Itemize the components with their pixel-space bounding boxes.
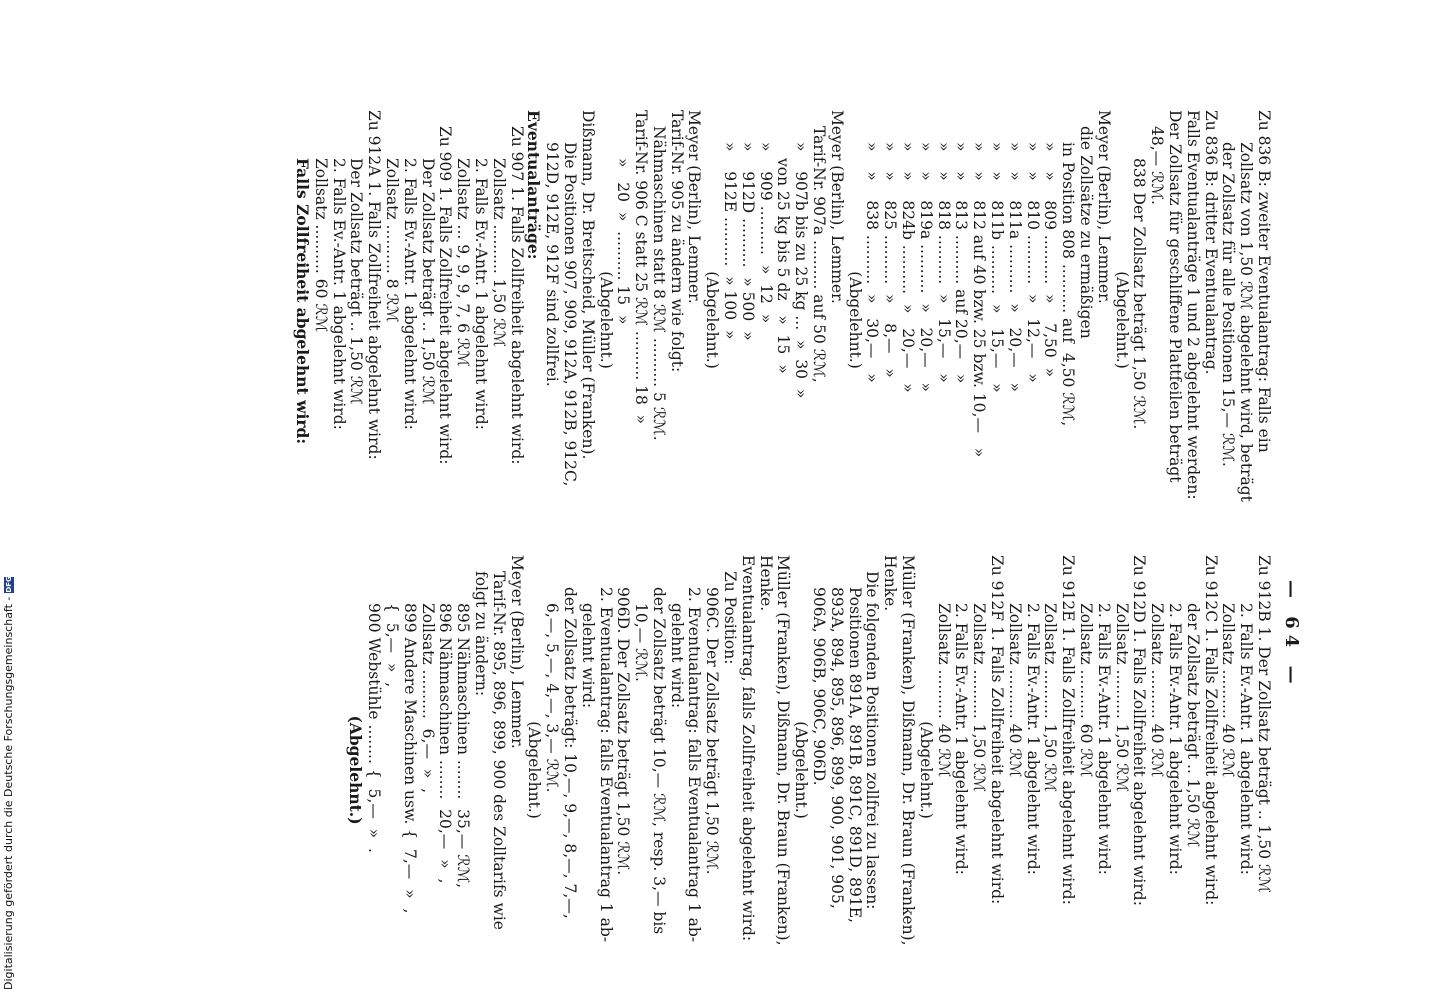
text-line: Meyer (Berlin), Lemmer.	[685, 110, 704, 304]
text-line: 2. Falls Ev.-Antr. 1 abgelehnt wird:	[471, 158, 490, 430]
page-number: — 64 —	[1281, 580, 1302, 690]
text-line: { 5,— » ,	[382, 603, 401, 688]
text-line: » 20 » .......... 15 »	[614, 158, 633, 325]
text-line: (Abgelehnt.)	[596, 271, 615, 369]
dfg-logo-icon: DFG	[4, 576, 13, 593]
text-line: Zollsatz .......... 40 ℛℳ	[1005, 603, 1024, 778]
text-line: Zu 836 B: dritter Eventualantrag.	[1201, 110, 1220, 375]
text-line: » » 824b .......... » 20,— »	[899, 142, 918, 393]
text-line: 2. Eventualantrag: falls Eventualantrag 1 ab-	[596, 587, 615, 943]
text-line: (Abgelehnt.)	[916, 721, 935, 819]
text-line: Dißmann, Dr. Breitscheid, Müller (Franken).	[578, 110, 597, 460]
text-line: » » 810 .......... » 12,— »	[1023, 142, 1042, 383]
text-line: Zollsatz .......... 1,50 ℛℳ	[1112, 603, 1131, 793]
text-line: Tarif-Nr. 907a .......... auf 50 ℛℳ,	[810, 126, 829, 383]
text-line: 10,— ℛℳ.	[632, 603, 651, 682]
text-line: Henke.	[756, 555, 775, 612]
right-column	[347, 555, 1272, 985]
text-line: Der Zollsatz beträgt .. 1,50 ℛℳ	[418, 158, 437, 405]
text-line: Zollsatz .......... 40 ℛℳ	[1219, 603, 1238, 778]
text-line: Zollsatz .......... 1,50 ℛℳ	[970, 603, 989, 793]
text-line: 2. Falls Ev.-Antr. 1 abgelehnt wird:	[400, 158, 419, 430]
text-line: » » 811b .......... » 15,— »	[988, 142, 1007, 393]
text-line: (Abgelehnt.)	[845, 271, 864, 369]
text-line: 2. Eventualantrag: falls Eventualantrag 1 ab-	[685, 587, 704, 943]
text-line: die Zollsätze zu ermäßigen	[1077, 126, 1096, 339]
text-line: Zu 907 1. Falls Zollfreiheit abgelehnt wird:	[507, 126, 526, 465]
text-line: gelehnt wird:	[578, 603, 597, 709]
text-line: (Abgelehnt.)	[346, 715, 366, 825]
text-line: Zollsatz .......... 1,50 ℛℳ	[489, 158, 508, 348]
text-line: » 912E .......... » 100 »	[721, 142, 740, 340]
text-line: 2. Falls Ev.-Antr. 1 abgelehnt wird:	[329, 158, 348, 430]
text-line: folgt zu ändern:	[471, 571, 490, 697]
text-line: Zu 912D 1. Falls Zollfreiheit abgelehnt wird:	[1130, 555, 1149, 906]
text-line: Henke.	[881, 555, 900, 612]
text-line: (Abgelehnt.)	[525, 721, 544, 819]
left-column	[293, 110, 1272, 530]
text-line: Meyer (Berlin), Lemmer.	[507, 555, 526, 749]
text-line: 912D, 912E, 912F sind zollfrei.	[543, 142, 562, 387]
text-line: 2. Falls Ev.-Antr. 1 abgelehnt wird:	[1023, 603, 1042, 875]
text-line: 896 Nähmaschinen ........ 20,— » ,	[436, 603, 455, 884]
text-line: 2. Falls Ev.-Antr. 1 abgelehnt wird:	[1237, 603, 1256, 875]
text-line: der Zollsatz beträgt .. 1,50 ℛℳ	[1183, 603, 1202, 848]
text-line: » » 812 auf 40 bzw. 25 bzw. 10,— »	[970, 142, 989, 458]
text-line: der Zollsatz für alle Positionen 15,— ℛℳ.	[1219, 142, 1238, 467]
text-line: der Zollsatz beträgt: 10,—, 9,—, 8,—, 7,—,	[560, 587, 579, 919]
text-line: Zollsatz .......... 8 ℛℳ	[382, 158, 401, 323]
text-line: » » 811a .......... » 20,— »	[1005, 142, 1024, 392]
text-line: 2. Falls Ev.-Antr. 1 abgelehnt wird:	[1166, 603, 1185, 875]
text-line: Zu 912B 1. Der Zollsatz beträgt .. 1,50 ℛℳ	[1255, 555, 1273, 893]
text-line: » » 838 .......... » 30,— »	[863, 142, 882, 383]
text-line: » » 813 .......... auf 20,— »	[952, 142, 971, 384]
text-line: Die folgenden Positionen zollfrei zu lassen:	[863, 571, 882, 910]
text-line: Falls Eventualanträge 1 und 2 abgelehnt werden:	[1183, 110, 1202, 500]
text-line: Zu 912F 1. Falls Zollfreiheit abgelehnt wird:	[988, 555, 1007, 905]
text-line: 895 Nähmaschinen ........ 35,— ℛℳ,	[454, 603, 473, 889]
text-line: » » 819a .......... » 20,— »	[916, 142, 935, 392]
text-line: der Zollsatz beträgt 10,— ℛℳ, resp. 3,— bis	[649, 587, 668, 935]
text-line: Zollsatz .......... 60 ℛℳ	[1077, 603, 1096, 778]
text-line: in Position 808 .......... auf 4,50 ℛℳ,	[1059, 142, 1078, 427]
text-line: 906D. Der Zollsatz beträgt 1,50 ℛℳ.	[614, 587, 633, 876]
text-line: Zu 912E 1. Falls Zollfreiheit abgelehnt wird:	[1059, 555, 1078, 905]
text-line: Eventualanträge:	[524, 110, 544, 260]
text-line: 899 Andere Maschinen usw. { 7,— » ,	[400, 603, 419, 914]
text-line: Der Zollsatz für geschliffene Plattfeilen beträgt	[1166, 110, 1185, 483]
text-line: Zu 909 1. Falls Zollfreiheit abgelehnt wird:	[436, 126, 455, 465]
text-line: 900 Webstühle ........ { 5,— » .	[365, 603, 384, 853]
text-line: 906A, 906B, 906C, 906D.	[810, 587, 829, 786]
text-line: Nähmaschinen statt 8 ℛℳ .......... 5 ℛℳ.	[649, 126, 668, 441]
text-line: 893A, 894, 895, 896, 899, 900, 901, 905,	[827, 587, 846, 909]
text-line: Zu Position:	[721, 571, 740, 665]
text-line: von 25 kg bis 5 dz » 15 »	[774, 158, 793, 374]
text-line: » » 818 .......... » 15,— »	[934, 142, 953, 383]
text-line: Tarif-Nr. 905 zu ändern wie folgt:	[667, 110, 686, 373]
text-line: Zu 912C 1. Falls Zollfreiheit abgelehnt wird:	[1201, 555, 1220, 906]
text-line: Zu 912A 1. Falls Zollfreiheit abgelehnt wird:	[365, 110, 384, 460]
text-line: Der Zollsatz beträgt .. 1,50 ℛℳ	[347, 158, 366, 405]
text-line: Positionen 891A, 891B, 891C, 891D, 891E,	[845, 587, 864, 923]
text-line: Meyer (Berlin), Lemmer.	[1094, 110, 1113, 304]
text-line: » » 825 .......... » 8,— »	[881, 142, 900, 378]
text-line: Zollsatz .......... 1,50 ℛℳ	[1041, 603, 1060, 793]
text-line: Zollsatz .......... 40 ℛℳ	[934, 603, 953, 778]
text-line: Zollsatz .......... 40 ℛℳ	[1148, 603, 1167, 778]
text-line: 48,— ℛℳ.	[1148, 126, 1167, 205]
text-line: (Abgelehnt.)	[792, 721, 811, 819]
text-line: 906C. Der Zollsatz beträgt 1,50 ℛℳ.	[703, 587, 722, 875]
footer-text: Digitalisierung gefördert durch die Deutsche Forschungsgemeinschaft -	[2, 596, 15, 990]
text-line: Zollsatz .......... 6,— » ,	[418, 603, 437, 794]
text-line: 6,—, 5,—, 4,—, 3,— ℛℳ.	[543, 603, 562, 793]
text-line: Eventualantrag, falls Zollfreiheit abgelehnt wird:	[738, 555, 757, 942]
text-line: Die Positionen 907, 909, 912A, 912B, 912C,	[560, 142, 579, 487]
footer-credit	[2, 577, 15, 990]
text-line: gelehnt wird:	[667, 603, 686, 709]
text-line: 2. Falls Ev.-Antr. 1 abgelehnt wird:	[1094, 603, 1113, 875]
text-line: » 912D .......... » 500 »	[738, 142, 757, 341]
text-line: (Abgelehnt.)	[1112, 271, 1131, 369]
text-line: » 907b bis zu 25 kg ... » 30 »	[792, 142, 811, 399]
text-line: (Abgelehnt.)	[703, 271, 722, 369]
text-line: » » 809 .......... » 7,50 »	[1041, 142, 1060, 378]
text-line: Zu 836 B: zweiter Eventualantrag: Falls ein	[1255, 110, 1273, 453]
text-line: Müller (Franken), Dißmann, Dr. Braun (Franken),	[899, 555, 918, 946]
text-line: 838 Der Zollsatz beträgt 1,50 ℛℳ.	[1130, 158, 1149, 430]
text-line: Müller (Franken), Dißmann, Dr. Braun (Franken),	[774, 555, 793, 946]
text-line: 2. Falls Ev.-Antr. 1 abgelehnt wird:	[952, 603, 971, 875]
text-line: Falls Zollfreiheit abgelehnt wird:	[292, 158, 312, 445]
text-line: Tarif-Nr. 906 C statt 25 ℛℳ .......... 18 »	[632, 110, 651, 425]
text-line: Zollsatz von 1,50 ℛℳ abgelehnt wird, beträgt	[1237, 142, 1256, 502]
text-line: » 909 .......... » 12 »	[756, 142, 775, 324]
text-line: Meyer (Berlin), Lemmer.	[827, 110, 846, 304]
text-line: Zollsatz .......... 60 ℛℳ	[311, 158, 330, 333]
text-line: Zollsatz ... 9, 9, 9, 7, 6 ℛℳ	[454, 158, 473, 367]
rotated-text-block	[110, 110, 1300, 990]
text-line: Tarif-Nr. 895, 896, 899, 900 des Zolltarifs wie	[489, 571, 508, 930]
